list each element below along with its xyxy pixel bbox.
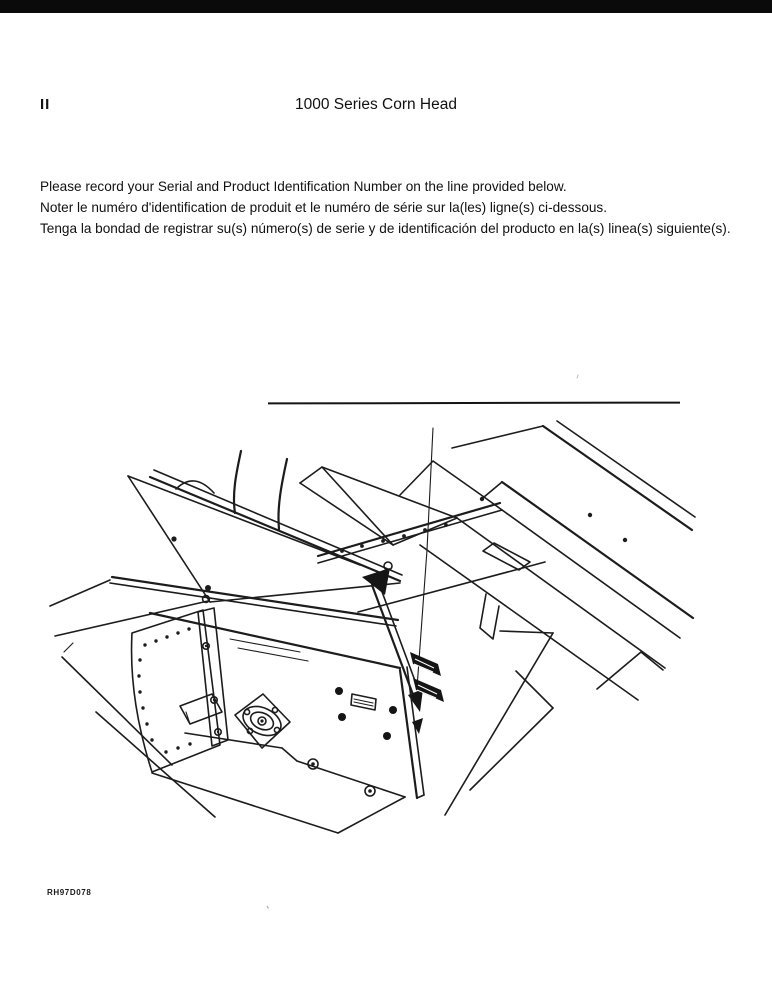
instruction-line-english: Please record your Serial and Product Identification Number on the line provided below.	[40, 179, 567, 194]
instruction-line-spanish: Tenga la bondad de registrar su(s) número(s) de serie y de identificación del producto en la(s) linea(s) siguiente(s).	[40, 221, 731, 236]
serial-number-line	[268, 402, 680, 405]
page-title: 1000 Series Corn Head	[295, 96, 457, 113]
page-number: II	[40, 96, 51, 113]
instruction-line-french: Noter le numéro d'identification de produit et le numéro de série sur la(les) ligne(s) ci-dessous.	[40, 200, 608, 215]
figure-reference-code: RH97D078	[47, 888, 92, 897]
page-top-scan-bar	[0, 0, 772, 13]
scan-speckle	[576, 374, 581, 379]
scan-speckle	[267, 904, 272, 909]
serial-record-instructions	[40, 176, 755, 239]
